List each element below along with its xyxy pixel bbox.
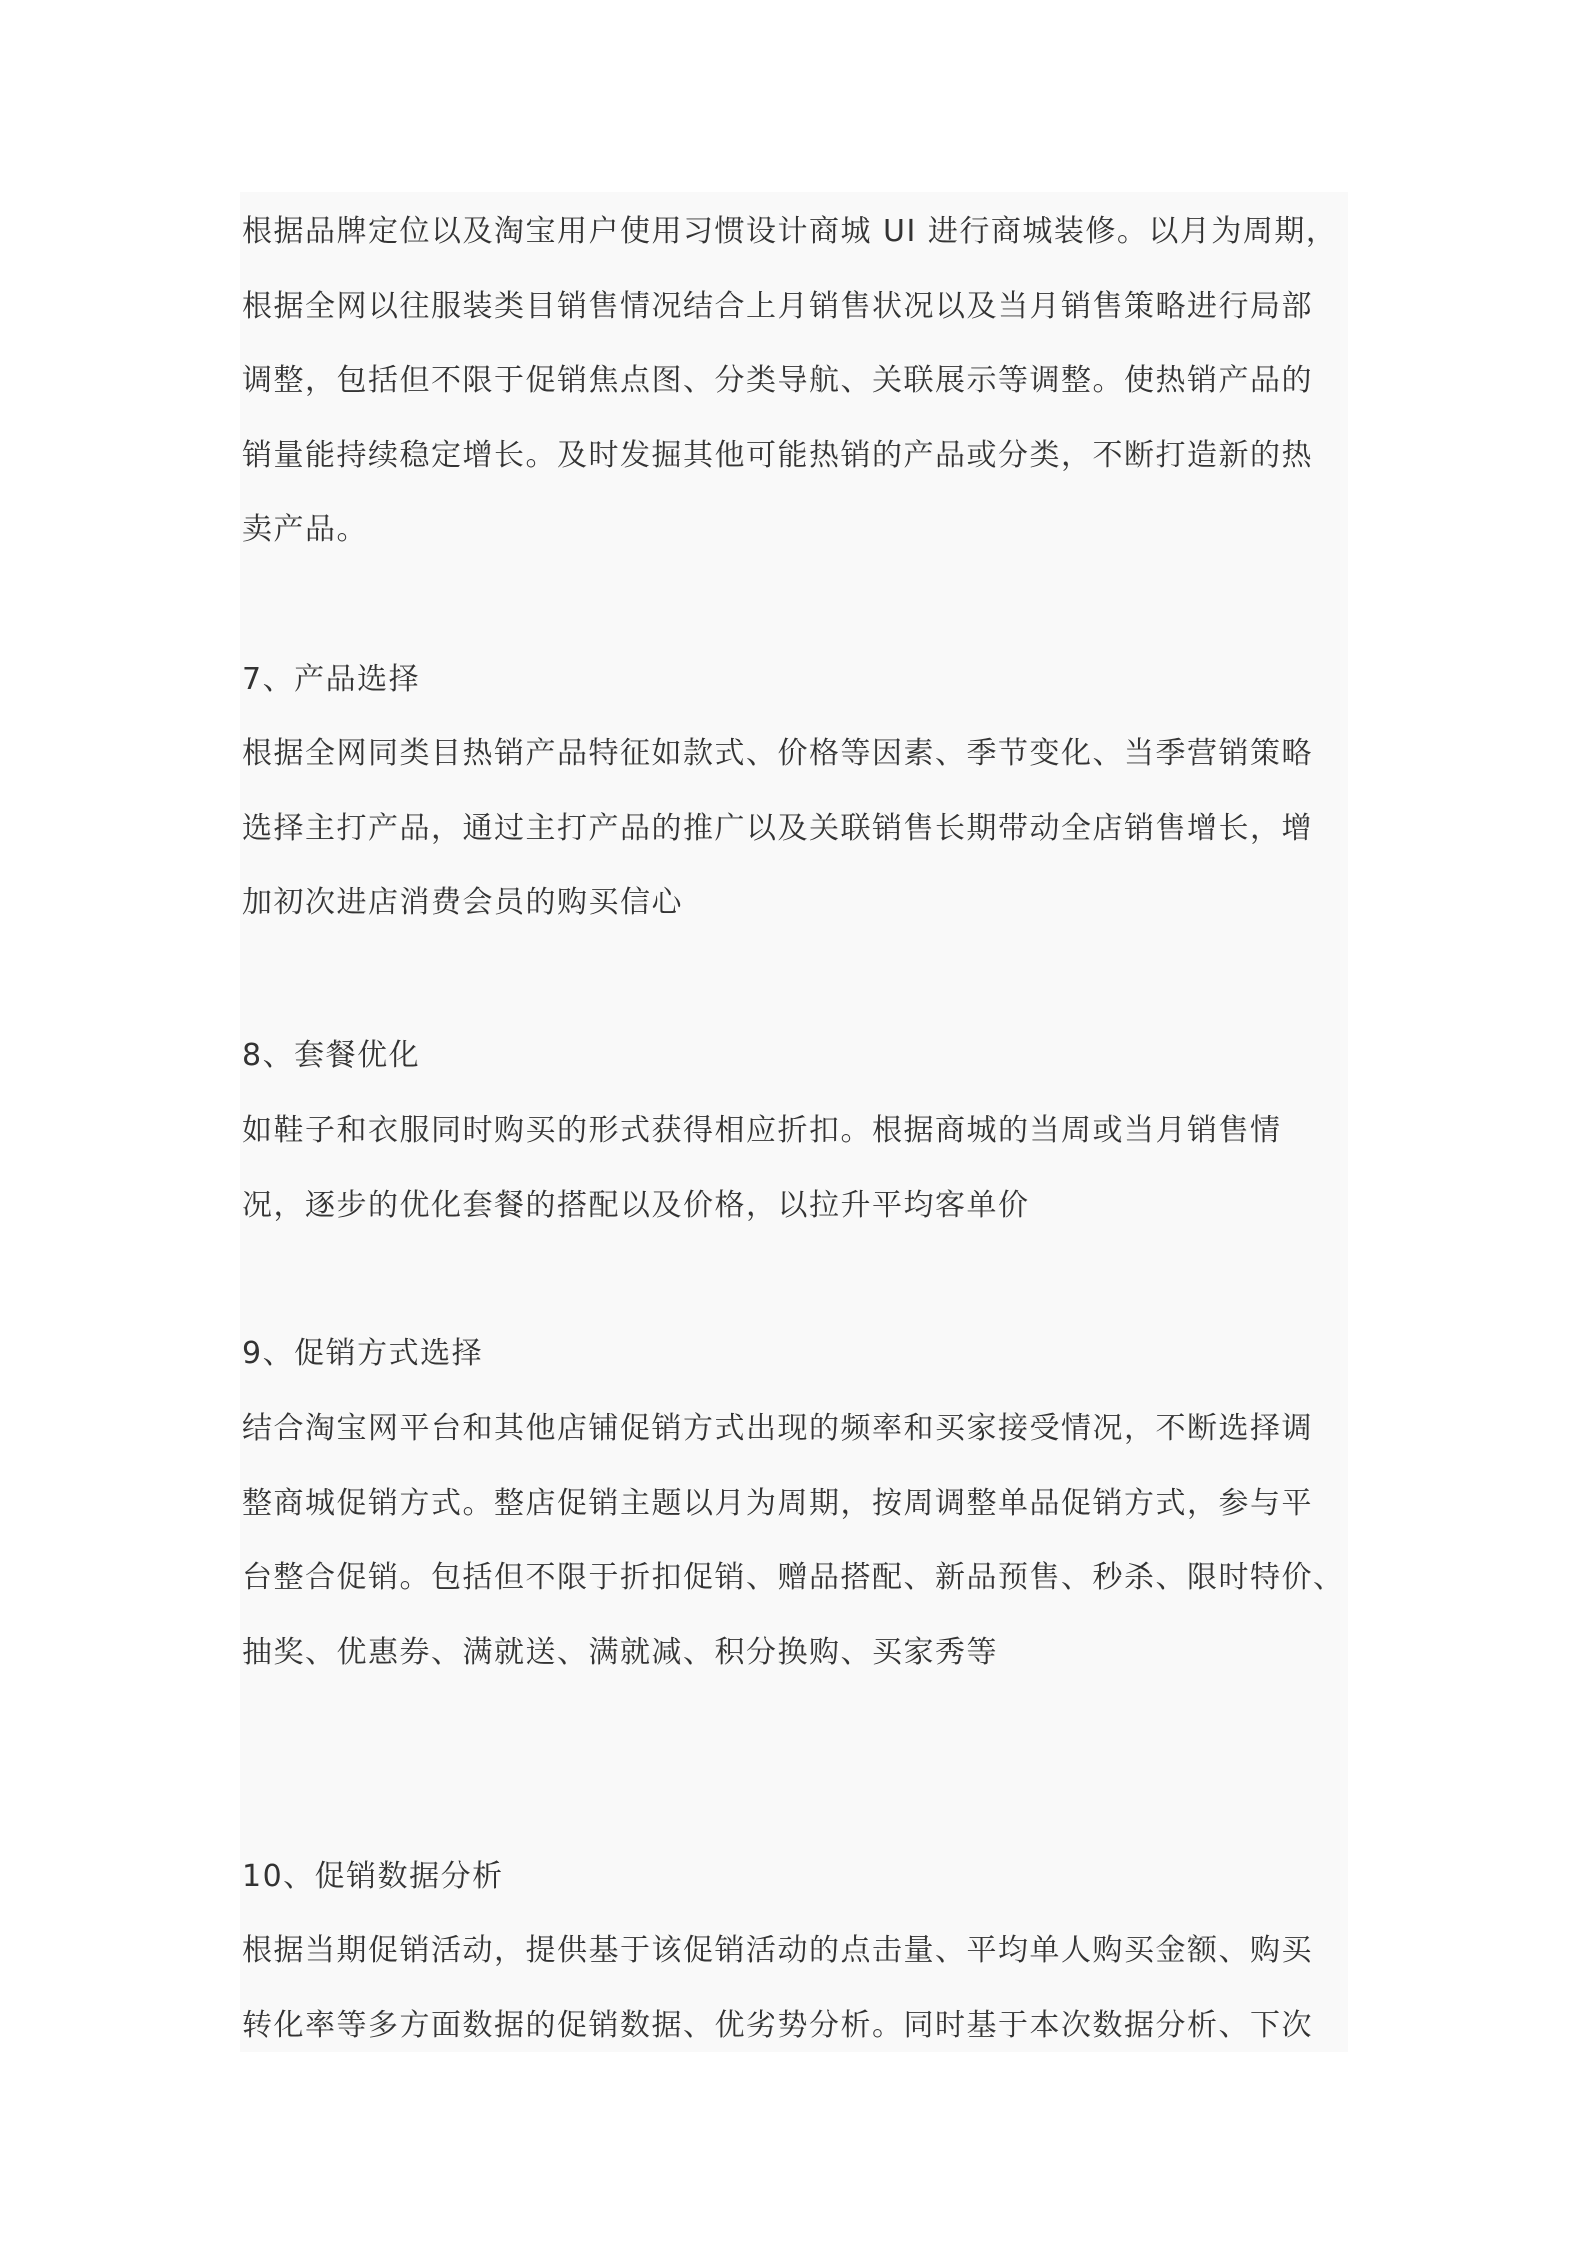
section-heading-9: 9、促销方式选择 <box>242 1336 484 1371</box>
intro-line-1: 根据品牌定位以及淘宝用户使用习惯设计商城 UI 进行商城装修。以月为周期， <box>242 214 1338 249</box>
intro-line-5: 卖产品。 <box>242 512 368 547</box>
section-7-line-1: 根据全网同类目热销产品特征如款式、价格等因素、季节变化、当季营销策略 <box>242 736 1313 771</box>
section-10-line-2: 转化率等多方面数据的促销数据、优劣势分析。同时基于本次数据分析、下次 <box>242 2008 1313 2043</box>
section-10-line-1: 根据当期促销活动，提供基于该促销活动的点击量、平均单人购买金额、购买 <box>242 1933 1313 1968</box>
section-7-line-3: 加初次进店消费会员的购买信心 <box>242 885 683 920</box>
section-8-line-2: 况，逐步的优化套餐的搭配以及价格，以拉升平均客单价 <box>242 1188 1030 1223</box>
section-9-line-2: 整商城促销方式。整店促销主题以月为周期，按周调整单品促销方式，参与平 <box>242 1486 1313 1521</box>
section-heading-7: 7、产品选择 <box>242 662 421 697</box>
section-8-line-1: 如鞋子和衣服同时购买的形式获得相应折扣。根据商城的当周或当月销售情 <box>242 1113 1282 1148</box>
section-7-line-2: 选择主打产品，通过主打产品的推广以及关联销售长期带动全店销售增长，增 <box>242 811 1313 846</box>
intro-line-2: 根据全网以往服装类目销售情况结合上月销售状况以及当月销售策略进行局部 <box>242 289 1313 324</box>
section-9-line-3: 台整合促销。包括但不限于折扣促销、赠品搭配、新品预售、秒杀、限时特价、 <box>242 1560 1345 1595</box>
intro-line-4: 销量能持续稳定增长。及时发掘其他可能热销的产品或分类，不断打造新的热 <box>242 438 1313 473</box>
section-heading-10: 10、促销数据分析 <box>242 1859 504 1894</box>
intro-line-3: 调整，包括但不限于促销焦点图、分类导航、关联展示等调整。使热销产品的 <box>242 363 1313 398</box>
section-heading-8: 8、套餐优化 <box>242 1038 421 1073</box>
section-9-line-4: 抽奖、优惠券、满就送、满就减、积分换购、买家秀等 <box>242 1635 998 1670</box>
section-9-line-1: 结合淘宝网平台和其他店铺促销方式出现的频率和买家接受情况，不断选择调 <box>242 1411 1313 1446</box>
